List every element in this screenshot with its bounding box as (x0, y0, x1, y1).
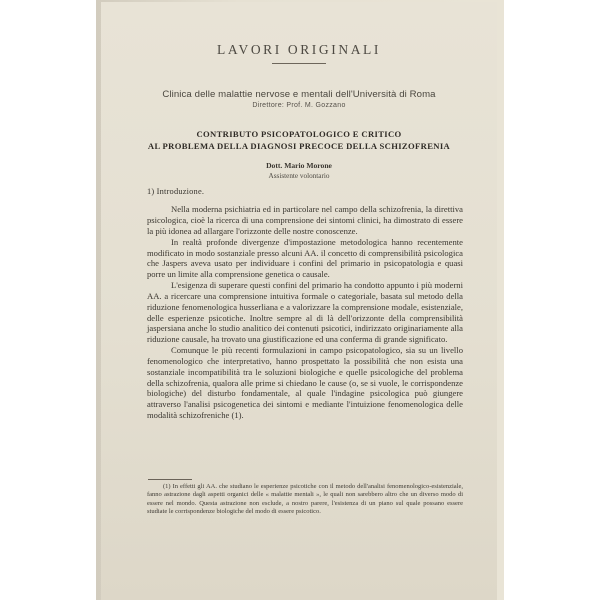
title-rule (272, 63, 326, 64)
footnote-text: (1) In effetti gli AA. che studiano le esperienze psicotiche con il metodo dell'analisi fenomenologico-esistenziale, fanno astrazione dagli aspetti organici delle « malattie mentali », le quali non sarebbero altro che un diverso modo di essere nel mondo. Questa astrazione non esclude, a nostro parere, l'esistenza di un piano sul quale possano essere studiate le corrispondenze biologiche del modo di essere psicotico. (147, 483, 463, 515)
article-title-line-1: CONTRIBUTO PSICOPATOLOGICO E CRITICO (196, 129, 402, 139)
document-page (101, 2, 497, 600)
paragraph: In realtà profonde divergenze d'impostazione metodologica hanno recentemente modificato in modo sostanziale presso alcuni AA. il concetto di comprensibilità psicologica che Jaspers aveva usato per individuare i confini del primario in psicopatologia e quasi porre un limite alla comprensione genetica o causale. (147, 236, 463, 279)
section-heading: 1) Introduzione. (147, 187, 205, 196)
paragraph: Nella moderna psichiatria ed in particolare nel campo della schizofrenia, la direttiva psicologica, cioè la ricerca di una comprensione dei sintomi clinici, ha dimostrato di essere la più idonea ad allargare l'orizzonte delle nostre conoscenze. (147, 204, 463, 236)
director-line: Direttore: Prof. M. Gozzano (252, 102, 346, 109)
footnote (147, 483, 463, 516)
section-title: LAVORI ORIGINALI (217, 42, 381, 57)
author-name: Dott. Mario Morone (266, 161, 332, 170)
paragraph: Comunque le più recenti formulazioni in campo psicopatologico, sia su un livello fenomenologico che interpretativo, hanno prospettato la possibilità che non esista una sostanziale incompatibilità tra le soluzioni biologiche e quelle psicologiche del problema della schizofrenia, qualora alle prime si chiedano le cause (o, se si vuole, le corrispondenze biologiche) del disturbo fondamentale, al quale l'indagine psicologica può giungere attraverso l'analisi psicogenetica dei sintomi e mediante l'intuizione fenomenologica delle modalità schizofreniche (1). (147, 345, 463, 420)
paragraph: L'esigenza di superare questi confini del primario ha condotto appunto i più moderni AA. a ricercare una comprensione intuitiva formale o categoriale, basata sul metodo della riduzione fenomenologica husserliana e a valorizzare la comprensione modale, esistenziale, delle esperienze psicotiche. Inoltre sempre al di là dell'orizzonte della comprensibilità jaspersiana anche lo studio analitico dei contenuti psicotici, indirizzato originariamente alla riduzione causale, ha trovato una giustificazione ed una conferma di grande significato. (147, 280, 463, 344)
article-title-line-2: AL PROBLEMA DELLA DIAGNOSI PRECOCE DELLA SCHIZOFRENIA (147, 141, 451, 151)
clinic-name: Clinica delle malattie nervose e mentali dell'Università di Roma (162, 89, 436, 100)
author-role: Assistente volontario (268, 172, 330, 180)
footnote-rule (148, 479, 192, 480)
body-text (147, 204, 463, 421)
